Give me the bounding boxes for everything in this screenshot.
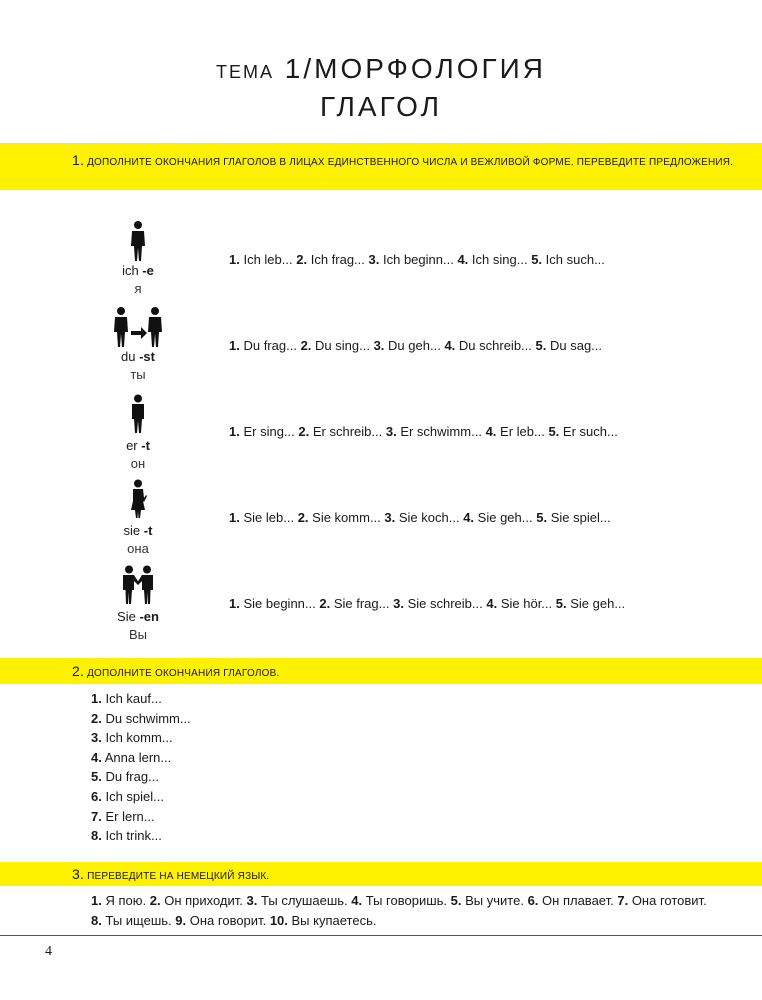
item-number: 7.: [91, 808, 102, 824]
item-number: 1.: [229, 252, 240, 267]
exercise-2-number: 2.: [72, 663, 85, 679]
list-item: [91, 807, 191, 827]
title-topic: МОРФОЛОГИЯ: [314, 53, 547, 84]
sentence: Du schwimm...: [105, 710, 191, 726]
item-number: 5.: [531, 252, 543, 267]
sentence: Du sag...: [549, 338, 603, 353]
title-subtopic: ГЛАГОЛ: [319, 91, 443, 122]
item-number: 8.: [91, 828, 102, 844]
sentence: Sie komm...: [312, 510, 381, 525]
ending-ich: -e: [142, 263, 154, 278]
item-number: 5.: [91, 769, 102, 785]
exercise-1-instruction: ДОПОЛНИТЕ ОКОНЧАНИЯ ГЛАГОЛОВ В ЛИЦАХ ЕДИНСТВЕННОГО ЧИСЛА И ВЕЖЛИВОЙ ФОРМЕ. ПЕРЕВЕДИТЕ ПРЕДЛОЖЕНИЯ.: [87, 157, 734, 168]
sentences-er: [229, 424, 618, 439]
item-number: 5.: [535, 338, 547, 353]
list-item: [91, 748, 191, 768]
sentences-sie: [229, 510, 611, 525]
sentence: Du schreib...: [458, 338, 532, 353]
sentence: Ich such...: [545, 252, 605, 267]
item-number: 2.: [296, 252, 308, 267]
list-item: [91, 826, 191, 846]
sentence: Sie frag...: [333, 596, 390, 611]
woman-icon: [128, 479, 148, 519]
item-number: 5.: [450, 893, 462, 908]
sentence: Ich frag...: [310, 252, 365, 267]
item-number: 5.: [548, 424, 560, 439]
pronoun-ich: ich: [122, 263, 139, 278]
sentences-du: [229, 338, 602, 353]
sentence: Sie koch...: [398, 510, 460, 525]
item-number: 2.: [300, 338, 312, 353]
sentence: Sie geh...: [570, 596, 626, 611]
sentence: Du geh...: [388, 338, 441, 353]
sentence: Du sing...: [315, 338, 370, 353]
handshake-people-icon: [122, 565, 154, 605]
exercise-3-text: [91, 891, 721, 931]
item-number: 1.: [229, 424, 240, 439]
exercise-3-header: [0, 862, 762, 886]
item-number: 3.: [246, 893, 258, 908]
item-number: 3.: [385, 424, 397, 439]
sentences-sie-formal: [229, 596, 625, 611]
item-number: 4.: [351, 893, 363, 908]
item-number: 2.: [298, 424, 310, 439]
item-number: 1.: [229, 510, 240, 525]
sentence: Ich sing...: [471, 252, 528, 267]
item-number: 1.: [229, 338, 240, 353]
sentence: Ich leb...: [243, 252, 293, 267]
sentence: Ich komm...: [105, 730, 173, 746]
sentence: Вы учите.: [465, 893, 524, 908]
translation-du: ты: [130, 367, 146, 382]
sentence: Ich beginn...: [383, 252, 454, 267]
item-number: 5.: [536, 510, 548, 525]
sentences-ich: [229, 252, 605, 267]
sentence: Sie geh...: [477, 510, 533, 525]
item-number: 10.: [269, 913, 288, 928]
ending-sie: -t: [143, 523, 153, 538]
list-item: [91, 728, 191, 748]
sentence: Он приходит.: [164, 893, 243, 908]
pronoun-er: er: [126, 438, 138, 453]
sentence: Я пою.: [105, 893, 147, 908]
sentence: Вы купаетесь.: [291, 913, 377, 928]
item-number: 4.: [444, 338, 456, 353]
sentence: Er lern...: [105, 808, 155, 824]
sentence: Sie beginn...: [243, 596, 316, 611]
item-number: 2.: [297, 510, 309, 525]
sentence: Ты слушаешь.: [261, 893, 348, 908]
sentence: Ты ищешь.: [105, 913, 172, 928]
page-number: 4: [45, 944, 52, 959]
item-number: 1.: [91, 893, 102, 908]
item-number: 5.: [555, 596, 567, 611]
item-number: 9.: [175, 913, 187, 928]
item-number: 4.: [486, 596, 498, 611]
ending-du: -st: [139, 349, 155, 364]
list-item: [91, 787, 191, 807]
exercise-3-number: 3.: [72, 866, 85, 882]
exercise-3-instruction: ПЕРЕВЕДИТЕ НА НЕМЕЦКИЙ ЯЗЫК.: [87, 871, 270, 882]
translation-sie-formal: Вы: [128, 627, 147, 642]
sentence: Ich kauf...: [105, 691, 162, 706]
ending-er: -t: [141, 438, 150, 453]
list-item: [91, 709, 191, 729]
item-number: 2.: [91, 710, 102, 726]
item-number: 2.: [319, 596, 331, 611]
man-icon: [129, 394, 147, 434]
translation-er: он: [130, 456, 146, 471]
exercise-2-list: [91, 689, 191, 846]
item-number: 3.: [91, 730, 102, 746]
exercise-2-instruction: ДОПОЛНИТЕ ОКОНЧАНИЯ ГЛАГОЛОВ.: [87, 668, 280, 679]
person-standing-icon: [128, 220, 148, 262]
exercise-1-header: [0, 143, 762, 190]
sentence: Anna lern...: [104, 749, 172, 765]
list-item: [91, 767, 191, 787]
translation-ich: я: [134, 281, 142, 296]
item-number: 4.: [457, 252, 469, 267]
item-number: 1.: [91, 691, 102, 706]
sentence: Er schreib...: [312, 424, 383, 439]
item-number: 1.: [229, 596, 240, 611]
item-number: 3.: [373, 338, 385, 353]
sentence: Ich spiel...: [105, 788, 164, 804]
sentence: Er sing...: [243, 424, 295, 439]
item-number: 3.: [384, 510, 396, 525]
sentence: Она говорит.: [189, 913, 267, 928]
footer-divider: [0, 935, 762, 936]
item-number: 6.: [527, 893, 539, 908]
item-number: 2.: [149, 893, 161, 908]
sentence: Er schwimm...: [400, 424, 482, 439]
sentence: Sie schreib...: [407, 596, 483, 611]
sentence: Он плавает.: [542, 893, 614, 908]
item-number: 4.: [463, 510, 475, 525]
item-number: 8.: [91, 913, 102, 928]
item-number: 4.: [91, 749, 102, 765]
pronoun-sie-formal: Sie: [117, 609, 136, 624]
sentence: Er leb...: [500, 424, 545, 439]
item-number: 6.: [91, 788, 102, 804]
item-number: 7.: [617, 893, 629, 908]
translation-sie: она: [127, 541, 149, 556]
item-number: 3.: [368, 252, 380, 267]
list-item: [91, 689, 191, 709]
sentence: Sie hör...: [500, 596, 553, 611]
sentence: Du frag...: [243, 338, 297, 353]
item-number: 4.: [485, 424, 497, 439]
sentence: Она готовит.: [631, 893, 707, 908]
ending-sie-formal: -en: [139, 609, 159, 624]
sentence: Sie spiel...: [550, 510, 611, 525]
pronoun-sie: sie: [123, 523, 141, 538]
page-title: [0, 52, 762, 125]
title-prefix: ТЕМА: [215, 62, 274, 82]
pronoun-du: du: [121, 349, 136, 364]
sentence: Sie leb...: [243, 510, 295, 525]
exercise-1-number: 1.: [72, 152, 85, 168]
sentence: Du frag...: [105, 769, 159, 785]
sentence: Er such...: [562, 424, 618, 439]
title-number: 1/: [284, 53, 315, 84]
sentence: Ты говоришь.: [365, 893, 448, 908]
item-number: 3.: [393, 596, 404, 611]
exercise-2-header: [0, 658, 762, 684]
sentence: Ich trink...: [105, 828, 162, 844]
two-people-arrow-icon: [113, 306, 163, 348]
